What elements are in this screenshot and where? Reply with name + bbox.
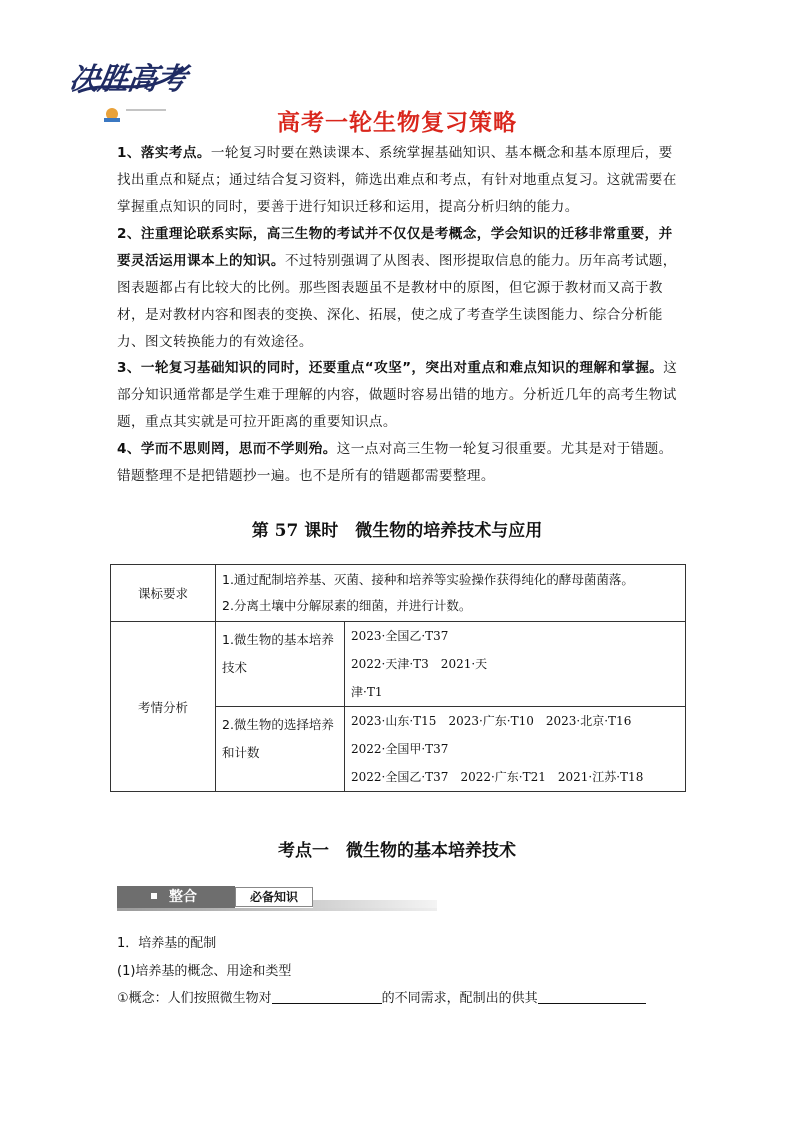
exam-ref: 2022·全国甲·T37 xyxy=(351,742,449,756)
topic-refs xyxy=(345,622,686,707)
exam-ref: 2022·全国乙·T37 2022·广东·T21 2021·江苏·T18 xyxy=(351,770,644,784)
banner-decoration xyxy=(313,900,437,908)
requirements-table xyxy=(110,564,686,792)
banner-underline xyxy=(117,908,437,911)
point-title: 考点一 微生物的基本培养技术 xyxy=(278,841,516,861)
exam-ref: 2023·全国乙·T37 xyxy=(351,629,449,643)
requirement-line: 1.通过配制培养基、灭菌、接种和培养等实验操作获得纯化的酵母菌菌落。 xyxy=(222,572,634,587)
strategy-paragraph-2: 2、注重理论联系实际，高三生物的考试并不仅仅是考概念，学会知识的迁移非常重要，并要灵活运用课本上的知识。不过特别强调了从图表、图形提取信息的能力。历年高考试题，图表题都占有比较大的比例。那些图表题虽不是教材中的原图，但它源于教材而又高于教材，是对教材内容和图表的变换、深化、拓展，使之成了考查学生读图能力、综合分析能力、图文转换能力的有效途径。 xyxy=(117,226,677,350)
section-banner xyxy=(117,886,437,910)
lesson-title: 第 57 课时 微生物的培养技术与应用 xyxy=(251,521,543,541)
exam-ref: 2023·山东·T15 2023·广东·T10 2023·北京·T16 xyxy=(351,714,632,728)
strategy-paragraph-1: 1、落实考点。一轮复习时要在熟读课本、系统掌握基础知识、基本概念和基本原理后，要找出重点和疑点；通过结合复习资料，筛选出难点和考点，有针对地重点复习。这就需要在掌握重点知识的同时，要善于进行知识迁移和运用，提高分析归纳的能力。 xyxy=(117,145,677,215)
topic-name: 2.微生物的选择培养和计数 xyxy=(216,707,345,792)
banner-tag: 必备知识 xyxy=(235,887,313,907)
topic-refs xyxy=(345,707,686,792)
logo-text: 决胜高考 xyxy=(67,62,188,97)
body-line-3: ①概念：人们按照微生物对 的不同需求，配制出的供其 xyxy=(117,987,646,1006)
requirement-line: 2.分离土壤中分解尿素的细菌，并进行计数。 xyxy=(222,598,472,613)
topic-name: 1.微生物的基本培养技术 xyxy=(216,622,345,707)
body-line-1: 1．培养基的配制 xyxy=(117,936,217,951)
requirements-content xyxy=(216,565,686,622)
answer-blank[interactable] xyxy=(538,989,646,1004)
strategy-paragraph-4: 4、学而不思则罔，思而不学则殆。这一点对高三生物一轮复习很重要。尤其是对于错题。错题整理不是把错题抄一遍。也不是所有的错题都需要整理。 xyxy=(117,441,673,484)
page-title: 高考一轮生物复习策略 xyxy=(277,110,517,136)
banner-main: 整合 xyxy=(117,886,235,908)
strategy-paragraph-3: 3、一轮复习基础知识的同时，还要重点“攻坚”，突出对重点和难点知识的理解和掌握。这部分知识通常都是学生难于理解的内容，做题时容易出错的地方。分析近几年的高考生物试题，重点其实就是可拉开距离的重要知识点。 xyxy=(117,360,678,430)
body-line-2: (1)培养基的概念、用途和类型 xyxy=(117,964,292,979)
answer-blank[interactable] xyxy=(272,989,382,1004)
exam-ref: 津·T1 xyxy=(351,685,383,699)
square-bullet-icon xyxy=(151,893,157,899)
exam-ref: 2022·天津·T3 2021·天 xyxy=(351,657,488,671)
requirements-label: 课标要求 xyxy=(111,565,216,622)
analysis-label: 考情分析 xyxy=(111,622,216,792)
